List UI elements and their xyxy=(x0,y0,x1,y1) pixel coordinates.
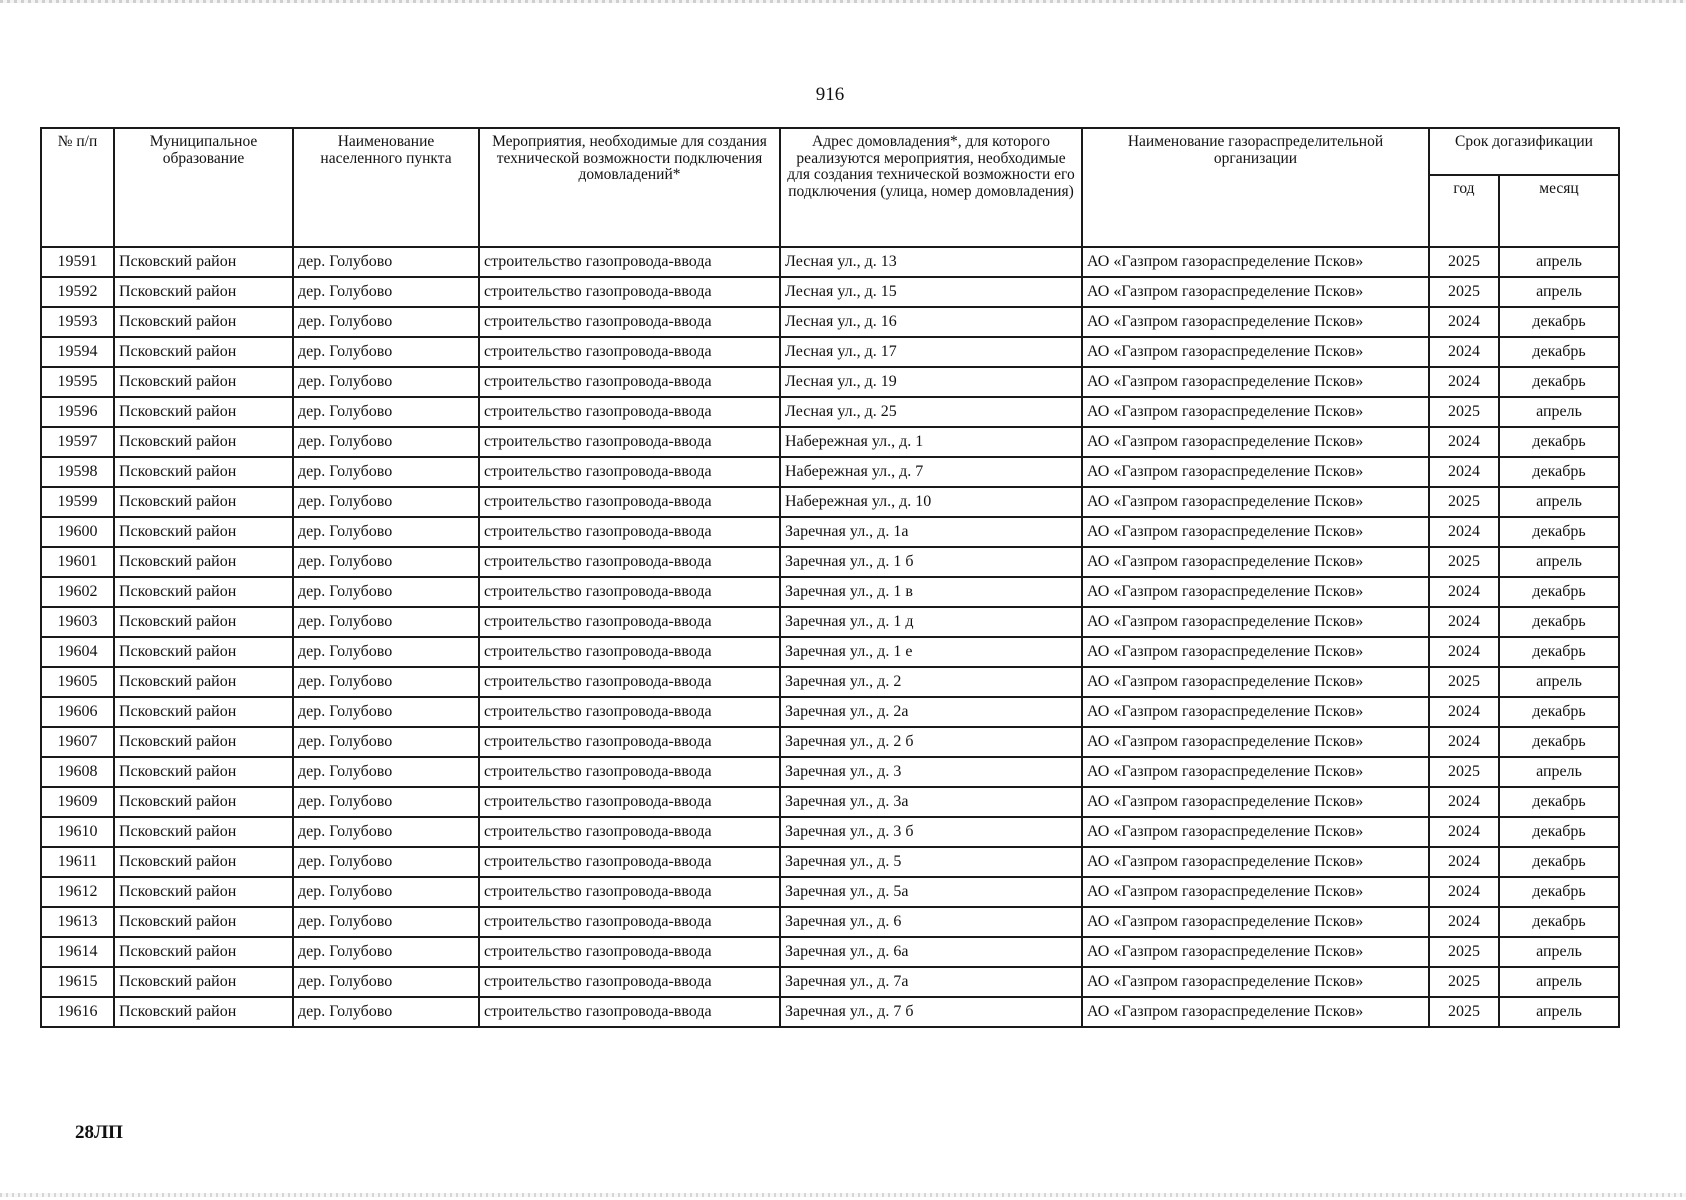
cell-num: 19614 xyxy=(41,937,114,967)
cell-year: 2024 xyxy=(1429,637,1499,667)
cell-works: строительство газопровода-ввода xyxy=(479,877,780,907)
cell-num: 19608 xyxy=(41,757,114,787)
cell-address: Заречная ул., д. 3 б xyxy=(780,817,1082,847)
cell-organization: АО «Газпром газораспределение Псков» xyxy=(1082,337,1429,367)
cell-address: Заречная ул., д. 2а xyxy=(780,697,1082,727)
cell-month: декабрь xyxy=(1499,727,1619,757)
cell-municipality: Псковский район xyxy=(114,277,293,307)
cell-num: 19609 xyxy=(41,787,114,817)
cell-municipality: Псковский район xyxy=(114,307,293,337)
table-row xyxy=(41,667,1619,697)
cell-organization: АО «Газпром газораспределение Псков» xyxy=(1082,787,1429,817)
cell-address: Лесная ул., д. 19 xyxy=(780,367,1082,397)
cell-municipality: Псковский район xyxy=(114,397,293,427)
cell-address: Набережная ул., д. 10 xyxy=(780,487,1082,517)
cell-municipality: Псковский район xyxy=(114,667,293,697)
cell-locality: дер. Голубово xyxy=(293,757,479,787)
cell-locality: дер. Голубово xyxy=(293,397,479,427)
cell-year: 2024 xyxy=(1429,817,1499,847)
cell-num: 19598 xyxy=(41,457,114,487)
cell-num: 19615 xyxy=(41,967,114,997)
cell-works: строительство газопровода-ввода xyxy=(479,487,780,517)
table-row xyxy=(41,517,1619,547)
cell-organization: АО «Газпром газораспределение Псков» xyxy=(1082,997,1429,1027)
cell-num: 19606 xyxy=(41,697,114,727)
cell-year: 2025 xyxy=(1429,757,1499,787)
cell-address: Заречная ул., д. 5а xyxy=(780,877,1082,907)
table-row xyxy=(41,547,1619,577)
cell-municipality: Псковский район xyxy=(114,247,293,277)
cell-organization: АО «Газпром газораспределение Псков» xyxy=(1082,907,1429,937)
cell-locality: дер. Голубово xyxy=(293,487,479,517)
cell-month: апрель xyxy=(1499,937,1619,967)
cell-municipality: Псковский район xyxy=(114,727,293,757)
cell-year: 2024 xyxy=(1429,337,1499,367)
cell-locality: дер. Голубово xyxy=(293,337,479,367)
cell-works: строительство газопровода-ввода xyxy=(479,907,780,937)
cell-month: апрель xyxy=(1499,967,1619,997)
cell-organization: АО «Газпром газораспределение Псков» xyxy=(1082,277,1429,307)
cell-works: строительство газопровода-ввода xyxy=(479,667,780,697)
cell-year: 2025 xyxy=(1429,487,1499,517)
cell-locality: дер. Голубово xyxy=(293,307,479,337)
cell-num: 19610 xyxy=(41,817,114,847)
page-number: 916 xyxy=(815,84,845,105)
cell-locality: дер. Голубово xyxy=(293,427,479,457)
cell-locality: дер. Голубово xyxy=(293,937,479,967)
cell-month: декабрь xyxy=(1499,817,1619,847)
cell-num: 19597 xyxy=(41,427,114,457)
cell-num: 19592 xyxy=(41,277,114,307)
cell-organization: АО «Газпром газораспределение Псков» xyxy=(1082,697,1429,727)
cell-organization: АО «Газпром газораспределение Псков» xyxy=(1082,877,1429,907)
cell-locality: дер. Голубово xyxy=(293,697,479,727)
cell-organization: АО «Газпром газораспределение Псков» xyxy=(1082,547,1429,577)
col-header-year: год xyxy=(1429,175,1499,247)
cell-month: декабрь xyxy=(1499,907,1619,937)
cell-month: декабрь xyxy=(1499,457,1619,487)
cell-num: 19612 xyxy=(41,877,114,907)
cell-num: 19603 xyxy=(41,607,114,637)
cell-works: строительство газопровода-ввода xyxy=(479,397,780,427)
table-row xyxy=(41,337,1619,367)
cell-organization: АО «Газпром газораспределение Псков» xyxy=(1082,487,1429,517)
table-row xyxy=(41,697,1619,727)
cell-works: строительство газопровода-ввода xyxy=(479,337,780,367)
cell-works: строительство газопровода-ввода xyxy=(479,967,780,997)
cell-num: 19616 xyxy=(41,997,114,1027)
cell-address: Заречная ул., д. 6 xyxy=(780,907,1082,937)
cell-locality: дер. Голубово xyxy=(293,787,479,817)
cell-works: строительство газопровода-ввода xyxy=(479,607,780,637)
table-row xyxy=(41,847,1619,877)
cell-year: 2025 xyxy=(1429,547,1499,577)
cell-year: 2024 xyxy=(1429,787,1499,817)
cell-locality: дер. Голубово xyxy=(293,277,479,307)
cell-works: строительство газопровода-ввода xyxy=(479,457,780,487)
cell-municipality: Псковский район xyxy=(114,787,293,817)
cell-organization: АО «Газпром газораспределение Псков» xyxy=(1082,847,1429,877)
cell-organization: АО «Газпром газораспределение Псков» xyxy=(1082,307,1429,337)
col-header-works: Мероприятия, необходимые для создания технической возможности подключения домовладений* xyxy=(479,128,780,247)
cell-works: строительство газопровода-ввода xyxy=(479,637,780,667)
cell-num: 19599 xyxy=(41,487,114,517)
cell-address: Заречная ул., д. 5 xyxy=(780,847,1082,877)
cell-address: Лесная ул., д. 16 xyxy=(780,307,1082,337)
table-row xyxy=(41,397,1619,427)
cell-locality: дер. Голубово xyxy=(293,847,479,877)
table-row xyxy=(41,607,1619,637)
cell-month: декабрь xyxy=(1499,697,1619,727)
cell-month: декабрь xyxy=(1499,427,1619,457)
cell-year: 2025 xyxy=(1429,277,1499,307)
cell-year: 2024 xyxy=(1429,847,1499,877)
cell-year: 2024 xyxy=(1429,697,1499,727)
cell-address: Лесная ул., д. 13 xyxy=(780,247,1082,277)
cell-year: 2024 xyxy=(1429,607,1499,637)
cell-num: 19602 xyxy=(41,577,114,607)
cell-month: декабрь xyxy=(1499,367,1619,397)
col-header-deadline: Срок догазификации xyxy=(1429,128,1619,175)
cell-organization: АО «Газпром газораспределение Псков» xyxy=(1082,367,1429,397)
cell-year: 2025 xyxy=(1429,247,1499,277)
cell-locality: дер. Голубово xyxy=(293,247,479,277)
cell-works: строительство газопровода-ввода xyxy=(479,727,780,757)
col-header-municipality: Муниципальное образование xyxy=(114,128,293,247)
cell-organization: АО «Газпром газораспределение Псков» xyxy=(1082,517,1429,547)
col-header-month: месяц xyxy=(1499,175,1619,247)
cell-locality: дер. Голубово xyxy=(293,547,479,577)
cell-num: 19594 xyxy=(41,337,114,367)
cell-year: 2024 xyxy=(1429,907,1499,937)
cell-month: декабрь xyxy=(1499,607,1619,637)
cell-year: 2025 xyxy=(1429,397,1499,427)
cell-month: апрель xyxy=(1499,487,1619,517)
cell-organization: АО «Газпром газораспределение Псков» xyxy=(1082,727,1429,757)
cell-address: Заречная ул., д. 7 б xyxy=(780,997,1082,1027)
scan-edge-bottom xyxy=(0,1193,1686,1197)
cell-works: строительство газопровода-ввода xyxy=(479,997,780,1027)
cell-locality: дер. Голубово xyxy=(293,877,479,907)
cell-year: 2024 xyxy=(1429,367,1499,397)
table-row xyxy=(41,457,1619,487)
cell-year: 2024 xyxy=(1429,877,1499,907)
cell-address: Заречная ул., д. 3а xyxy=(780,787,1082,817)
table-row xyxy=(41,997,1619,1027)
cell-month: апрель xyxy=(1499,247,1619,277)
cell-address: Заречная ул., д. 1а xyxy=(780,517,1082,547)
cell-municipality: Псковский район xyxy=(114,517,293,547)
cell-locality: дер. Голубово xyxy=(293,817,479,847)
cell-num: 19605 xyxy=(41,667,114,697)
cell-municipality: Псковский район xyxy=(114,337,293,367)
cell-organization: АО «Газпром газораспределение Псков» xyxy=(1082,967,1429,997)
col-header-address: Адрес домовладения*, для которого реализуются мероприятия, необходимые для создания технической возможности его подключения (улица, номер домовладения) xyxy=(780,128,1082,247)
cell-address: Лесная ул., д. 15 xyxy=(780,277,1082,307)
cell-month: декабрь xyxy=(1499,517,1619,547)
cell-municipality: Псковский район xyxy=(114,757,293,787)
table-row xyxy=(41,727,1619,757)
cell-works: строительство газопровода-ввода xyxy=(479,787,780,817)
cell-locality: дер. Голубово xyxy=(293,577,479,607)
cell-municipality: Псковский район xyxy=(114,457,293,487)
cell-year: 2024 xyxy=(1429,307,1499,337)
table-row xyxy=(41,817,1619,847)
cell-address: Набережная ул., д. 7 xyxy=(780,457,1082,487)
cell-address: Заречная ул., д. 6а xyxy=(780,937,1082,967)
cell-address: Лесная ул., д. 17 xyxy=(780,337,1082,367)
table-row xyxy=(41,967,1619,997)
cell-num: 19596 xyxy=(41,397,114,427)
cell-works: строительство газопровода-ввода xyxy=(479,847,780,877)
table-row xyxy=(41,637,1619,667)
table-row xyxy=(41,307,1619,337)
cell-locality: дер. Голубово xyxy=(293,727,479,757)
cell-address: Заречная ул., д. 2 xyxy=(780,667,1082,697)
cell-locality: дер. Голубово xyxy=(293,667,479,697)
cell-organization: АО «Газпром газораспределение Псков» xyxy=(1082,817,1429,847)
cell-month: декабрь xyxy=(1499,577,1619,607)
cell-works: строительство газопровода-ввода xyxy=(479,697,780,727)
col-header-organization: Наименование газораспределительной организации xyxy=(1082,128,1429,247)
cell-address: Заречная ул., д. 3 xyxy=(780,757,1082,787)
cell-works: строительство газопровода-ввода xyxy=(479,757,780,787)
cell-works: строительство газопровода-ввода xyxy=(479,577,780,607)
cell-address: Заречная ул., д. 1 б xyxy=(780,547,1082,577)
cell-address: Заречная ул., д. 7а xyxy=(780,967,1082,997)
cell-municipality: Псковский район xyxy=(114,367,293,397)
cell-month: декабрь xyxy=(1499,877,1619,907)
header-row xyxy=(41,128,1619,175)
scan-edge-top xyxy=(0,0,1686,3)
cell-municipality: Псковский район xyxy=(114,607,293,637)
cell-month: апрель xyxy=(1499,397,1619,427)
cell-municipality: Псковский район xyxy=(114,487,293,517)
table-row xyxy=(41,877,1619,907)
cell-month: апрель xyxy=(1499,757,1619,787)
cell-month: декабрь xyxy=(1499,307,1619,337)
table-row xyxy=(41,247,1619,277)
cell-month: апрель xyxy=(1499,547,1619,577)
cell-works: строительство газопровода-ввода xyxy=(479,427,780,457)
table-row xyxy=(41,757,1619,787)
cell-num: 19604 xyxy=(41,637,114,667)
cell-num: 19593 xyxy=(41,307,114,337)
cell-municipality: Псковский район xyxy=(114,847,293,877)
cell-works: строительство газопровода-ввода xyxy=(479,547,780,577)
cell-address: Лесная ул., д. 25 xyxy=(780,397,1082,427)
cell-year: 2024 xyxy=(1429,727,1499,757)
cell-num: 19595 xyxy=(41,367,114,397)
cell-organization: АО «Газпром газораспределение Псков» xyxy=(1082,667,1429,697)
cell-municipality: Псковский район xyxy=(114,937,293,967)
cell-year: 2024 xyxy=(1429,517,1499,547)
cell-locality: дер. Голубово xyxy=(293,907,479,937)
cell-month: декабрь xyxy=(1499,637,1619,667)
cell-organization: АО «Газпром газораспределение Псков» xyxy=(1082,427,1429,457)
cell-locality: дер. Голубово xyxy=(293,367,479,397)
cell-address: Заречная ул., д. 1 е xyxy=(780,637,1082,667)
col-header-locality: Наименование населенного пункта xyxy=(293,128,479,247)
cell-year: 2025 xyxy=(1429,667,1499,697)
cell-locality: дер. Голубово xyxy=(293,607,479,637)
cell-works: строительство газопровода-ввода xyxy=(479,817,780,847)
cell-num: 19600 xyxy=(41,517,114,547)
cell-locality: дер. Голубово xyxy=(293,967,479,997)
table-row xyxy=(41,427,1619,457)
cell-organization: АО «Газпром газораспределение Псков» xyxy=(1082,607,1429,637)
cell-organization: АО «Газпром газораспределение Псков» xyxy=(1082,637,1429,667)
cell-address: Заречная ул., д. 1 д xyxy=(780,607,1082,637)
gasification-table xyxy=(40,127,1620,1028)
cell-municipality: Псковский район xyxy=(114,547,293,577)
cell-works: строительство газопровода-ввода xyxy=(479,937,780,967)
cell-works: строительство газопровода-ввода xyxy=(479,277,780,307)
cell-organization: АО «Газпром газораспределение Псков» xyxy=(1082,757,1429,787)
table-row xyxy=(41,277,1619,307)
cell-works: строительство газопровода-ввода xyxy=(479,307,780,337)
cell-locality: дер. Голубово xyxy=(293,637,479,667)
cell-month: декабрь xyxy=(1499,787,1619,817)
cell-municipality: Псковский район xyxy=(114,877,293,907)
cell-month: апрель xyxy=(1499,997,1619,1027)
cell-municipality: Псковский район xyxy=(114,997,293,1027)
cell-organization: АО «Газпром газораспределение Псков» xyxy=(1082,457,1429,487)
cell-address: Набережная ул., д. 1 xyxy=(780,427,1082,457)
cell-municipality: Псковский район xyxy=(114,967,293,997)
table-body xyxy=(41,247,1619,1027)
table-row xyxy=(41,367,1619,397)
cell-month: декабрь xyxy=(1499,337,1619,367)
cell-year: 2024 xyxy=(1429,577,1499,607)
cell-num: 19613 xyxy=(41,907,114,937)
cell-year: 2025 xyxy=(1429,967,1499,997)
document-code: 28ЛП xyxy=(75,1122,123,1143)
col-header-num: № п/п xyxy=(41,128,114,247)
cell-year: 2025 xyxy=(1429,997,1499,1027)
cell-num: 19591 xyxy=(41,247,114,277)
table-row xyxy=(41,787,1619,817)
cell-municipality: Псковский район xyxy=(114,817,293,847)
cell-month: декабрь xyxy=(1499,847,1619,877)
cell-month: апрель xyxy=(1499,667,1619,697)
table-row xyxy=(41,937,1619,967)
cell-year: 2025 xyxy=(1429,937,1499,967)
cell-municipality: Псковский район xyxy=(114,427,293,457)
table-row xyxy=(41,907,1619,937)
table-row xyxy=(41,487,1619,517)
cell-municipality: Псковский район xyxy=(114,637,293,667)
cell-organization: АО «Газпром газораспределение Псков» xyxy=(1082,577,1429,607)
cell-month: апрель xyxy=(1499,277,1619,307)
cell-locality: дер. Голубово xyxy=(293,997,479,1027)
cell-works: строительство газопровода-ввода xyxy=(479,517,780,547)
cell-year: 2024 xyxy=(1429,457,1499,487)
cell-municipality: Псковский район xyxy=(114,577,293,607)
cell-organization: АО «Газпром газораспределение Псков» xyxy=(1082,937,1429,967)
table-header xyxy=(41,128,1619,247)
cell-municipality: Псковский район xyxy=(114,907,293,937)
cell-num: 19601 xyxy=(41,547,114,577)
cell-locality: дер. Голубово xyxy=(293,457,479,487)
table-row xyxy=(41,577,1619,607)
cell-num: 19611 xyxy=(41,847,114,877)
cell-organization: АО «Газпром газораспределение Псков» xyxy=(1082,397,1429,427)
cell-address: Заречная ул., д. 2 б xyxy=(780,727,1082,757)
cell-address: Заречная ул., д. 1 в xyxy=(780,577,1082,607)
cell-works: строительство газопровода-ввода xyxy=(479,367,780,397)
cell-num: 19607 xyxy=(41,727,114,757)
cell-year: 2024 xyxy=(1429,427,1499,457)
cell-municipality: Псковский район xyxy=(114,697,293,727)
cell-works: строительство газопровода-ввода xyxy=(479,247,780,277)
cell-locality: дер. Голубово xyxy=(293,517,479,547)
cell-organization: АО «Газпром газораспределение Псков» xyxy=(1082,247,1429,277)
